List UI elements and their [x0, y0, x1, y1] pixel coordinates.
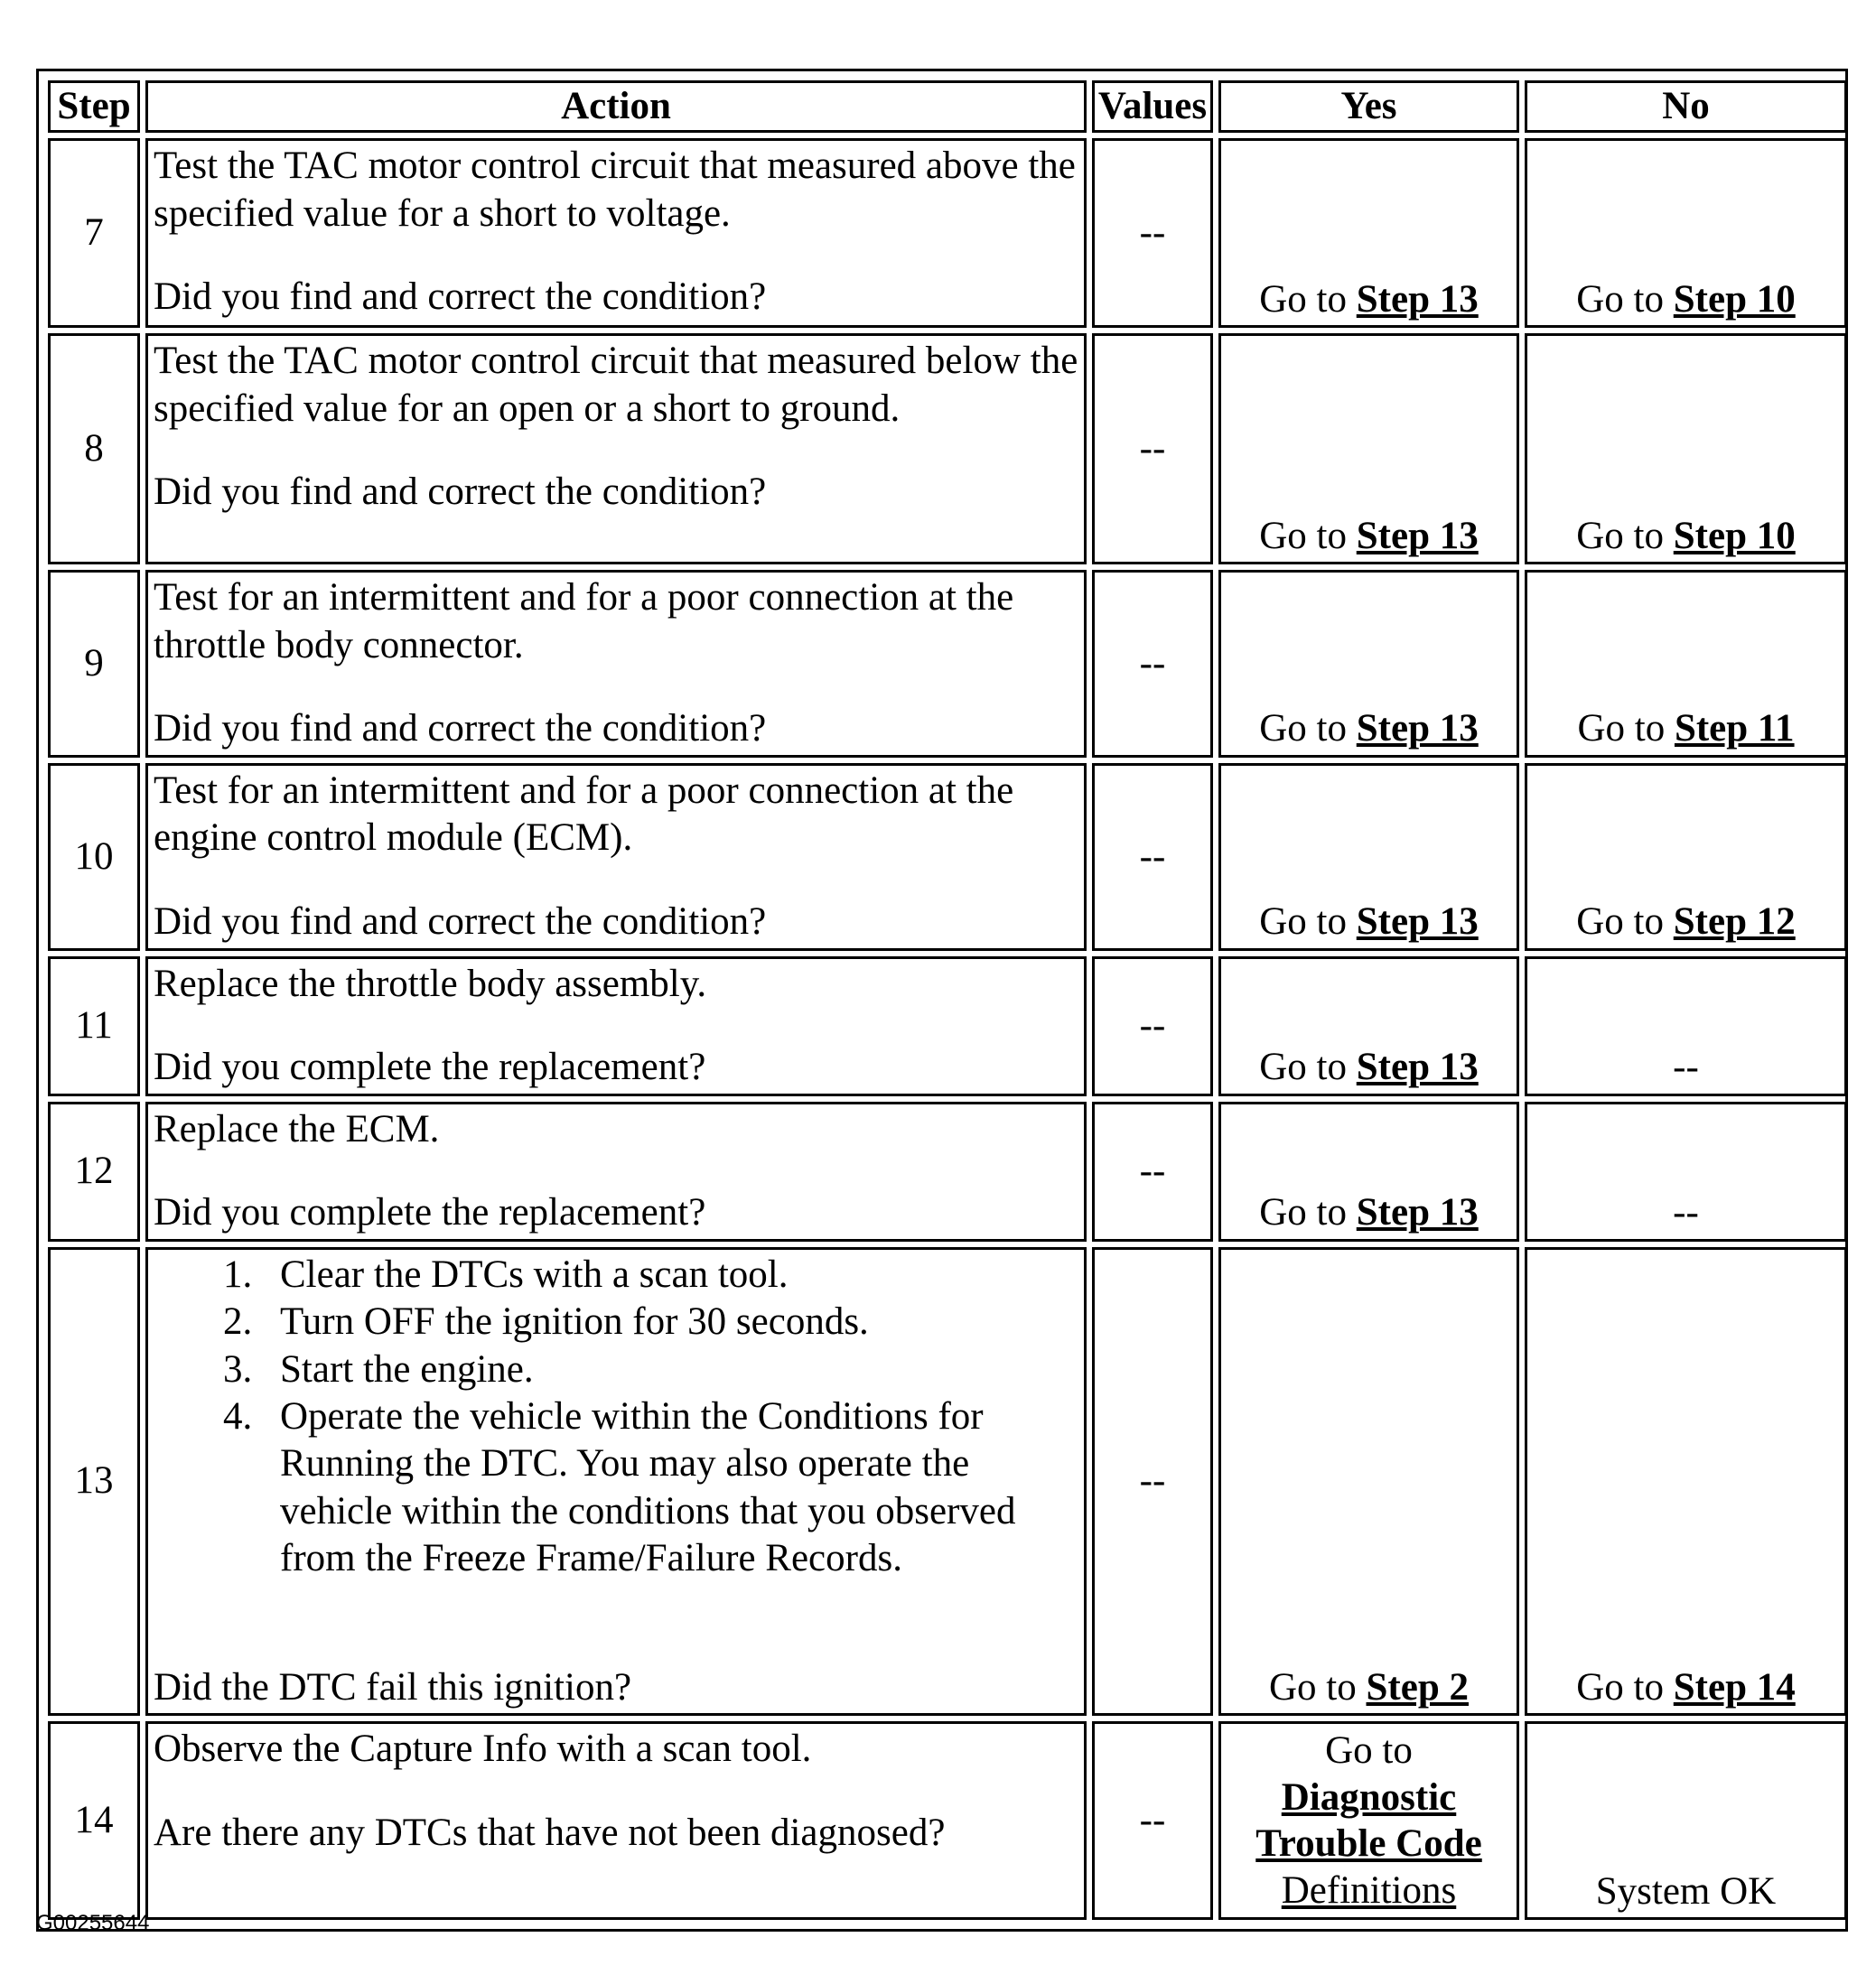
table-row: [48, 1247, 1847, 1717]
action-cell: [145, 763, 1087, 951]
table-row: [48, 570, 1847, 757]
action-question: Did you find and correct the condition?: [154, 707, 767, 750]
header-row: [48, 80, 1847, 133]
no-cell: [1525, 333, 1847, 564]
table-row: [48, 1102, 1847, 1242]
action-text: Test for an intermittent and for a poor connection at the engine control module (ECM).: [154, 768, 1014, 860]
action-cell: [145, 956, 1087, 1096]
values-cell: --: [1092, 956, 1213, 1096]
dtc-definitions-link-tail[interactable]: Definitions: [1281, 1868, 1457, 1912]
step-number: 11: [48, 956, 140, 1096]
table-row: [48, 333, 1847, 564]
action-question: Did you complete the replacement?: [154, 1046, 706, 1089]
table-row: [48, 956, 1847, 1096]
step-number: 13: [48, 1247, 140, 1717]
action-text: Replace the ECM.: [154, 1107, 440, 1150]
no-cell: System OK: [1525, 1721, 1847, 1920]
list-item: 2. Turn OFF the ignition for 30 seconds.: [262, 1299, 1078, 1346]
action-text: Test for an intermittent and for a poor connection at the throttle body connector.: [154, 576, 1014, 666]
dtc-definitions-link[interactable]: Diagnostic Trouble Code: [1255, 1775, 1482, 1866]
action-question: Are there any DTCs that have not been diagnosed?: [154, 1811, 946, 1854]
no-cell: --: [1525, 1102, 1847, 1242]
no-step-link[interactable]: Step 10: [1673, 515, 1796, 557]
values-cell: --: [1092, 138, 1213, 328]
yes-prefix: Go to: [1259, 900, 1347, 944]
yes-step-link[interactable]: Step 13: [1356, 278, 1479, 321]
no-prefix: Go to: [1576, 278, 1664, 321]
yes-cell: [1218, 1721, 1519, 1920]
yes-step-link[interactable]: Step 13: [1356, 515, 1479, 557]
action-question: Did you find and correct the condition?: [154, 899, 767, 943]
no-prefix: Go to: [1577, 707, 1666, 750]
no-step-link[interactable]: Step 10: [1673, 278, 1796, 321]
yes-prefix: Go to: [1259, 278, 1347, 321]
step-number: 9: [48, 570, 140, 757]
action-numbered-list: [154, 1252, 1078, 1583]
step-number: 7: [48, 138, 140, 328]
step-number: 14: [48, 1721, 140, 1920]
yes-step-link[interactable]: Step 2: [1366, 1665, 1469, 1709]
yes-cell: [1218, 333, 1519, 564]
table-row: [48, 1721, 1847, 1920]
action-text: Test the TAC motor control circuit that measured below the specified value for an open or a short to ground.: [154, 340, 1078, 430]
action-question: Did the DTC fail this ignition?: [154, 1665, 632, 1709]
figure-id: G00255644: [36, 1911, 150, 1935]
yes-prefix: Go to: [1325, 1729, 1413, 1773]
action-cell: [145, 1102, 1087, 1242]
action-text: Replace the throttle body assembly.: [154, 962, 707, 1005]
no-cell: [1525, 763, 1847, 951]
list-item: 1. Clear the DTCs with a scan tool.: [262, 1252, 1078, 1299]
header-yes: Yes: [1218, 80, 1519, 133]
no-cell: [1525, 570, 1847, 757]
yes-cell: [1218, 1102, 1519, 1242]
yes-cell: [1218, 1247, 1519, 1717]
step-number: 12: [48, 1102, 140, 1242]
yes-step-link[interactable]: Step 13: [1356, 1191, 1479, 1234]
no-cell: [1525, 1247, 1847, 1717]
yes-cell: [1218, 763, 1519, 951]
values-cell: --: [1092, 333, 1213, 564]
action-cell: [145, 1721, 1087, 1920]
yes-step-link[interactable]: Step 13: [1356, 900, 1479, 944]
values-cell: --: [1092, 1102, 1213, 1242]
no-step-link[interactable]: Step 11: [1674, 707, 1795, 750]
header-action: Action: [145, 80, 1087, 133]
no-cell: --: [1525, 956, 1847, 1096]
yes-step-link[interactable]: Step 13: [1356, 707, 1479, 750]
action-question: Did you find and correct the condition?: [154, 470, 767, 514]
yes-prefix: Go to: [1259, 1046, 1347, 1089]
yes-prefix: Go to: [1259, 1191, 1347, 1234]
list-item: 3. Start the engine.: [262, 1346, 1078, 1393]
yes-prefix: Go to: [1259, 707, 1347, 750]
header-step: Step: [48, 80, 140, 133]
step-number: 8: [48, 333, 140, 564]
diagnostic-table: [42, 75, 1853, 1925]
no-step-link[interactable]: Step 14: [1673, 1665, 1796, 1709]
no-prefix: Go to: [1576, 900, 1664, 944]
no-step-link[interactable]: Step 12: [1673, 900, 1796, 944]
action-question: Did you find and correct the condition?: [154, 275, 767, 319]
table-row: [48, 138, 1847, 328]
yes-cell: [1218, 138, 1519, 328]
yes-cell: [1218, 570, 1519, 757]
action-cell: [145, 570, 1087, 757]
values-cell: --: [1092, 763, 1213, 951]
yes-cell: [1218, 956, 1519, 1096]
table-row: [48, 763, 1847, 951]
header-values: Values: [1092, 80, 1213, 133]
yes-prefix: Go to: [1269, 1665, 1357, 1709]
no-prefix: Go to: [1576, 515, 1664, 557]
action-cell: [145, 333, 1087, 564]
yes-prefix: Go to: [1259, 515, 1347, 557]
action-text: Test the TAC motor control circuit that measured above the specified value for a short to voltage.: [154, 144, 1076, 235]
action-cell: [145, 1247, 1087, 1717]
action-text: Observe the Capture Info with a scan tool.: [154, 1728, 812, 1771]
action-question: Did you complete the replacement?: [154, 1191, 706, 1234]
yes-step-link[interactable]: Step 13: [1356, 1046, 1479, 1089]
values-cell: --: [1092, 1247, 1213, 1717]
values-cell: --: [1092, 570, 1213, 757]
no-prefix: Go to: [1576, 1665, 1664, 1709]
header-no: No: [1525, 80, 1847, 133]
action-cell: [145, 138, 1087, 328]
diagnostic-table-frame: [36, 69, 1848, 1932]
no-cell: [1525, 138, 1847, 328]
list-item: 4. Operate the vehicle within the Conditions for Running the DTC. You may also operate the vehicle within the conditions that you observed from the Freeze Frame/Failure Records.: [262, 1393, 1078, 1583]
step-number: 10: [48, 763, 140, 951]
values-cell: --: [1092, 1721, 1213, 1920]
